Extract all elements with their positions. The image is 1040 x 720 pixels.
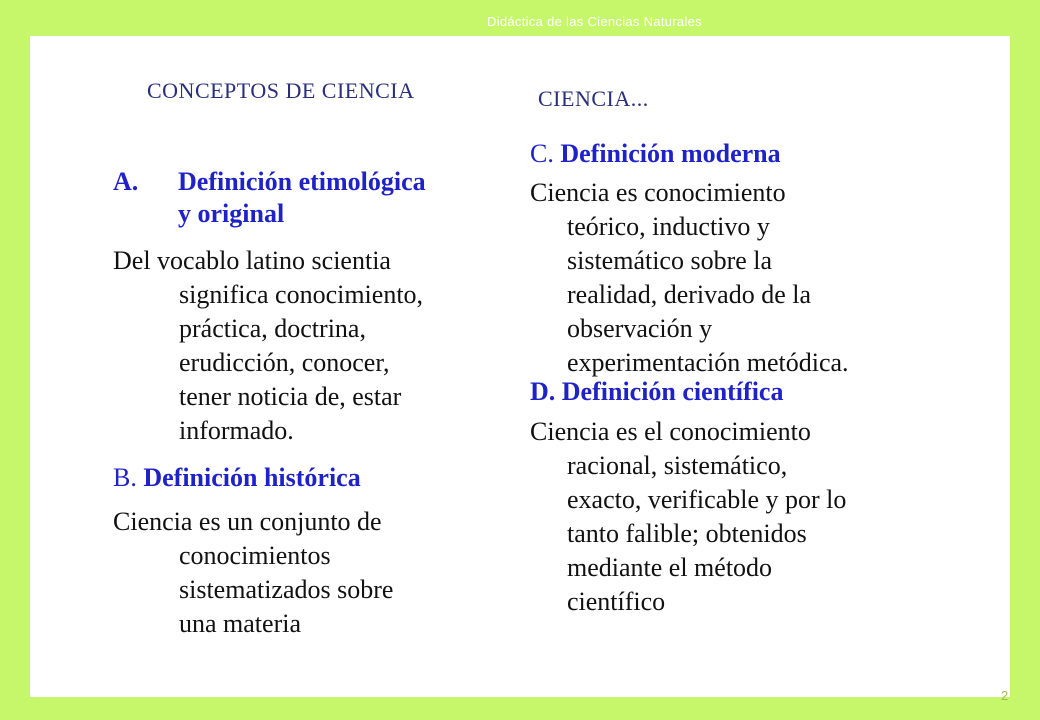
section-a-line: Del vocablo latino scientia [113,246,391,275]
left-column-title: CONCEPTOS DE CIENCIA [147,78,415,103]
section-d-line: exacto, verificable y por lo [567,485,847,514]
section-a-line: práctica, doctrina, [179,314,366,343]
slide-header [0,0,1040,36]
section-a-title-line1: Definición etimológica [178,167,426,196]
section-a-line: significa conocimiento, [179,280,424,309]
section-b-line: una materia [179,609,301,638]
section-b-heading [113,462,361,494]
section-a-heading [113,166,426,230]
section-c-line: realidad, derivado de la [567,280,811,309]
page-number: 2 [1001,688,1009,703]
section-d-text [530,415,846,619]
section-b-title: Definición histórica [143,463,361,492]
section-b-line: sistematizados sobre [179,575,394,604]
section-c-line: sistemático sobre la [567,246,773,275]
section-b-line: conocimientos [179,541,331,570]
section-d-line: científico [567,587,666,616]
course-title: Didáctica de las Ciencias Naturales [487,14,702,29]
section-d-prefix: D. [530,377,556,406]
section-a-prefix: A. [113,167,139,196]
section-d-line: Ciencia es el conocimiento [530,417,811,446]
section-c-text [530,176,849,380]
section-d-heading [530,376,783,408]
section-a-text [113,244,423,448]
section-c-heading [530,138,781,170]
right-column-title: CIENCIA... [538,86,649,111]
section-c-line: teórico, inductivo y [567,212,770,241]
section-d-title: Definición científica [561,377,784,406]
section-c-prefix: C. [530,139,554,168]
section-c-title: Definición moderna [560,139,781,168]
section-b-line: Ciencia es un conjunto de [113,507,382,536]
section-d-line: tanto falible; obtenidos [567,519,807,548]
section-c-line: observación y [567,314,713,343]
section-c-line: experimentación metódica. [567,348,849,377]
section-d-line: racional, sistemático, [567,451,788,480]
section-a-line: erudicción, conocer, [179,348,390,377]
section-a-line: tener noticia de, estar [179,382,402,411]
section-b-prefix: B. [113,463,137,492]
section-b-text [113,505,393,641]
section-a-title-line2: y original [178,199,285,228]
section-c-line: Ciencia es conocimiento [530,178,786,207]
section-d-line: mediante el método [567,553,773,582]
section-a-line: informado. [179,416,294,445]
